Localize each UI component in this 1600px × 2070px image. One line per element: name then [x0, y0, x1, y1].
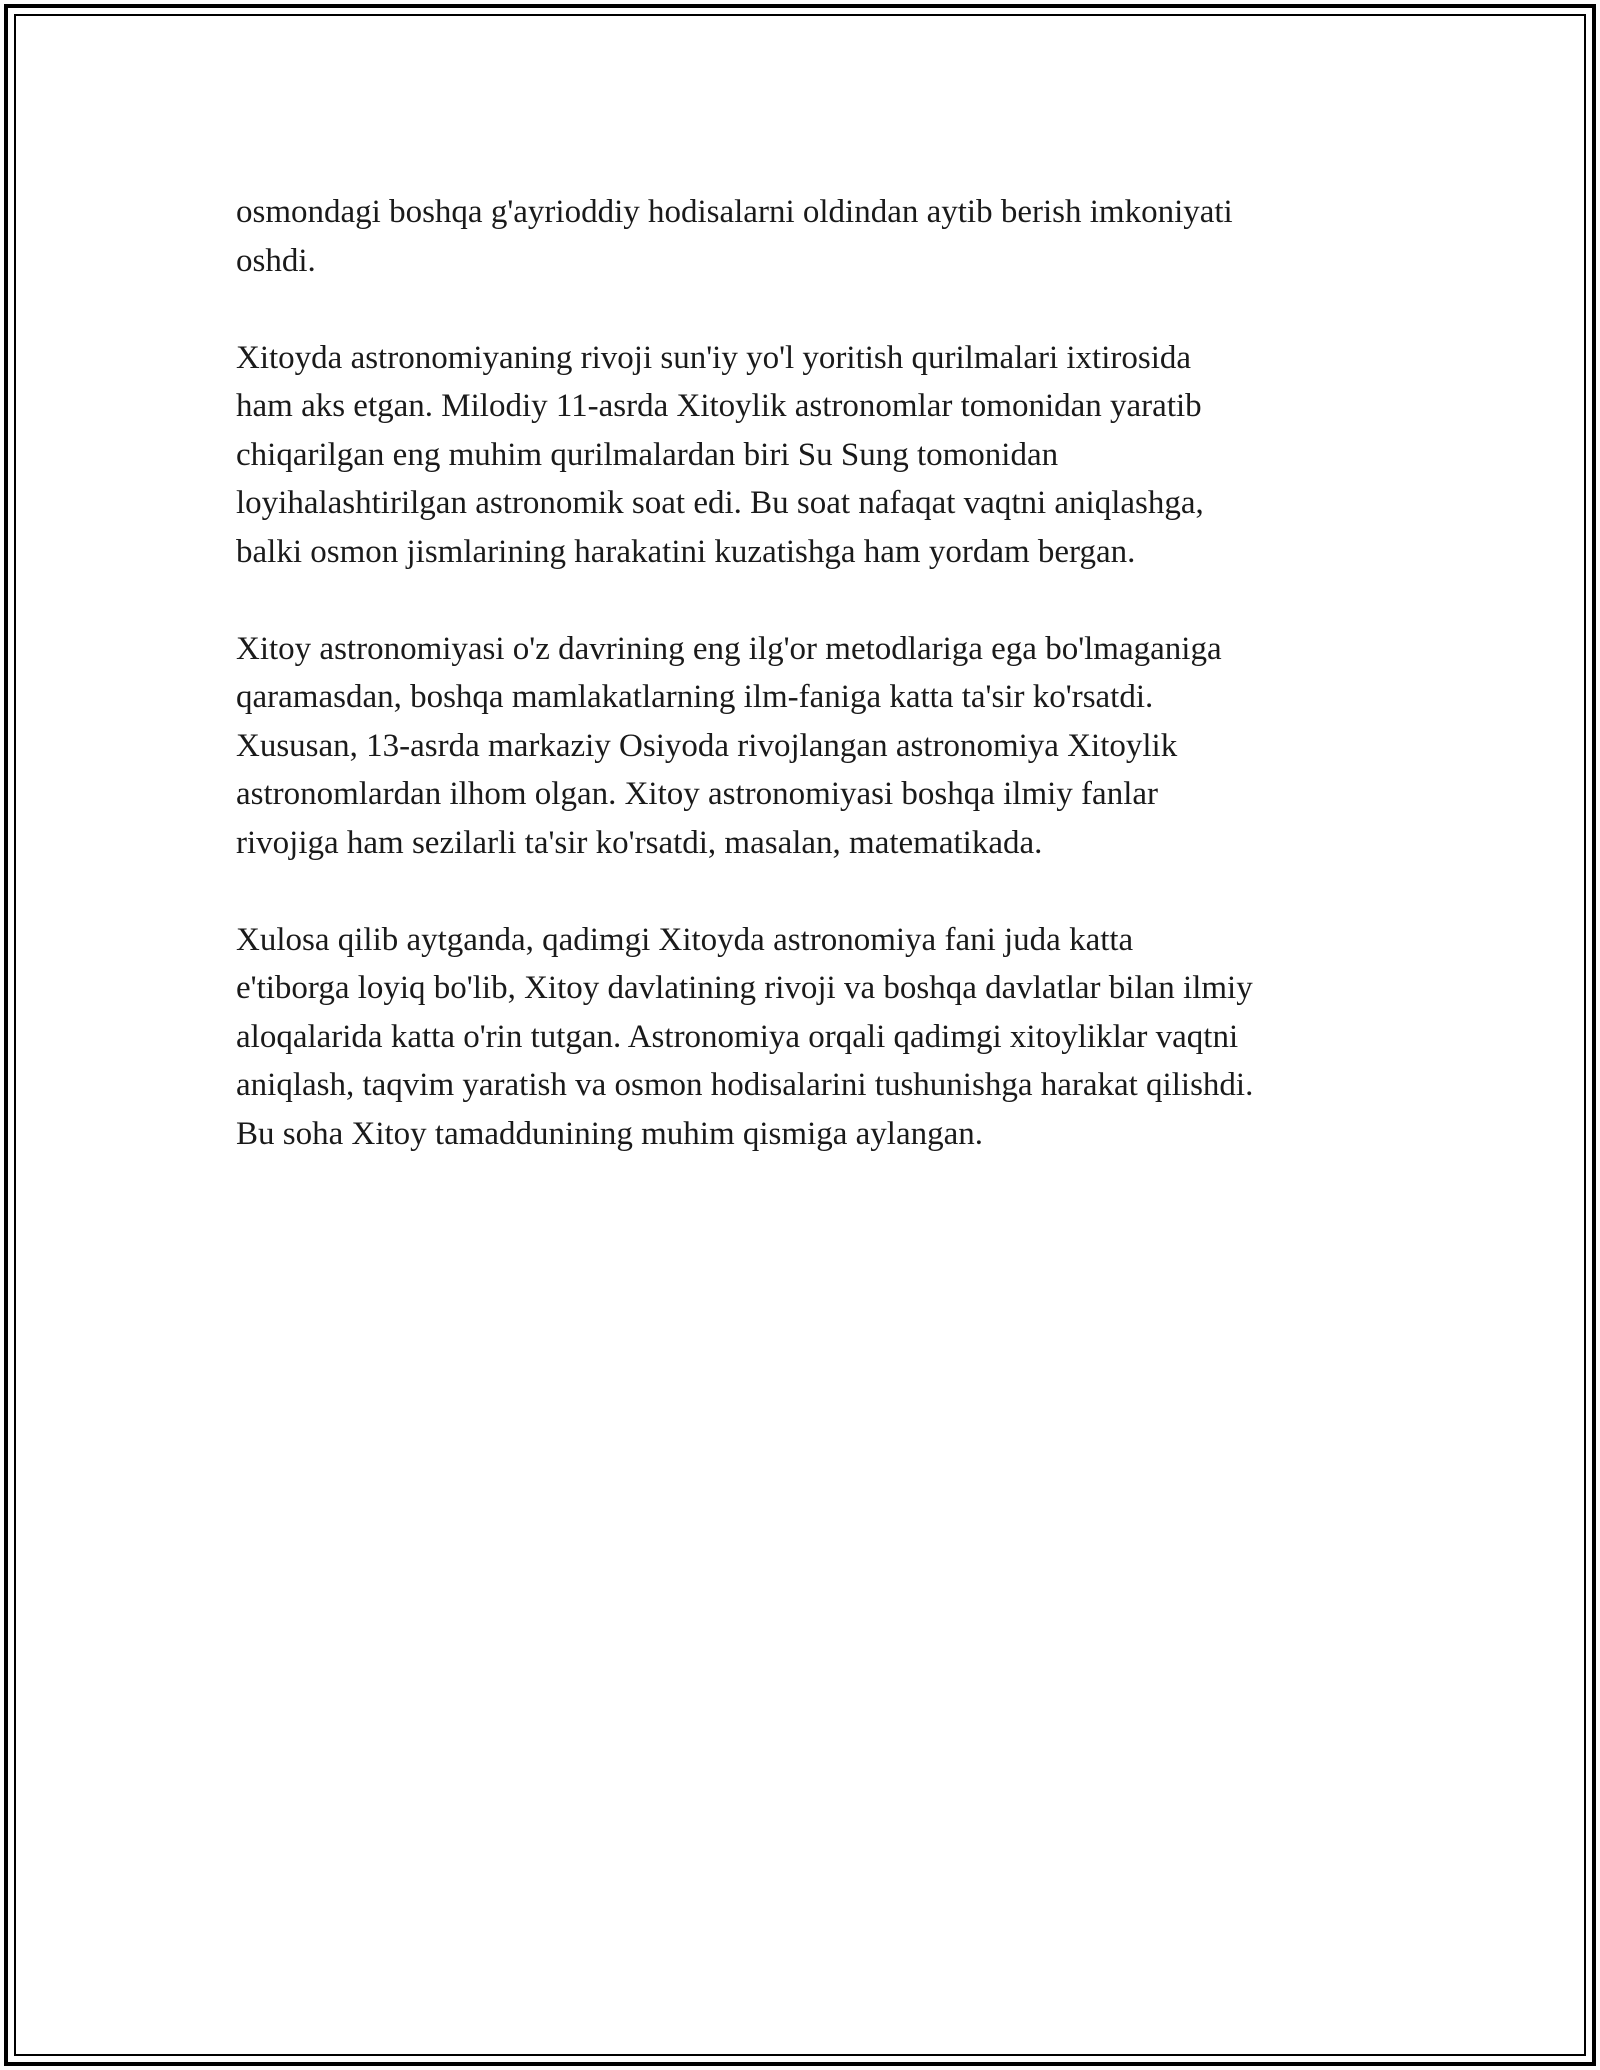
paragraph-3: Xitoy astronomiyasi o'z davrining eng ilg'or metodlariga ega bo'lmaganiga qaramasdan, boshqa mamlakatlarning ilm-faniga katta ta'sir ko'rsatdi. Xususan, 13-asrda markaziy Osiyoda rivojlangan astronomiya Xitoylik astronomlardan ilhom olgan. Xitoy astronomiyasi boshqa ilmiy fanlar rivojiga ham sezilarli ta'sir ko'rsatdi, masalan, matematikada.: [236, 630, 1222, 861]
paragraph-2: Xitoyda astronomiyaning rivoji sun'iy yo'l yoritish qurilmalari ixtirosida ham aks etgan. Milodiy 11-asrda Xitoylik astronomlar tomonidan yaratib chiqarilgan eng muhim qurilmalardan biri Su Sung tomonidan loyihalashtirilgan astronomik soat edi. Bu soat nafaqat vaqtni aniqlashga, balki osmon jismlarining harakatini kuzatishga ham yordam bergan.: [236, 339, 1204, 570]
paragraph-4: Xulosa qilib aytganda, qadimgi Xitoyda astronomiya fani juda katta e'tiborga loyiq bo'lib, Xitoy davlatining rivoji va boshqa davlatlar bilan ilmiy aloqalarida katta o'rin tutgan. Astronomiya orqali qadimgi xitoyliklar vaqtni aniqlash, taqvim yaratish va osmon hodisalarini tushunishga harakat qilishdi. Bu soha Xitoy tamaddunining muhim qismiga aylangan.: [236, 921, 1254, 1152]
document-body: [236, 188, 1386, 1207]
paragraph-1: osmondagi boshqa g'ayrioddiy hodisalarni oldindan aytib berish imkoniyati oshdi.: [236, 194, 1233, 279]
